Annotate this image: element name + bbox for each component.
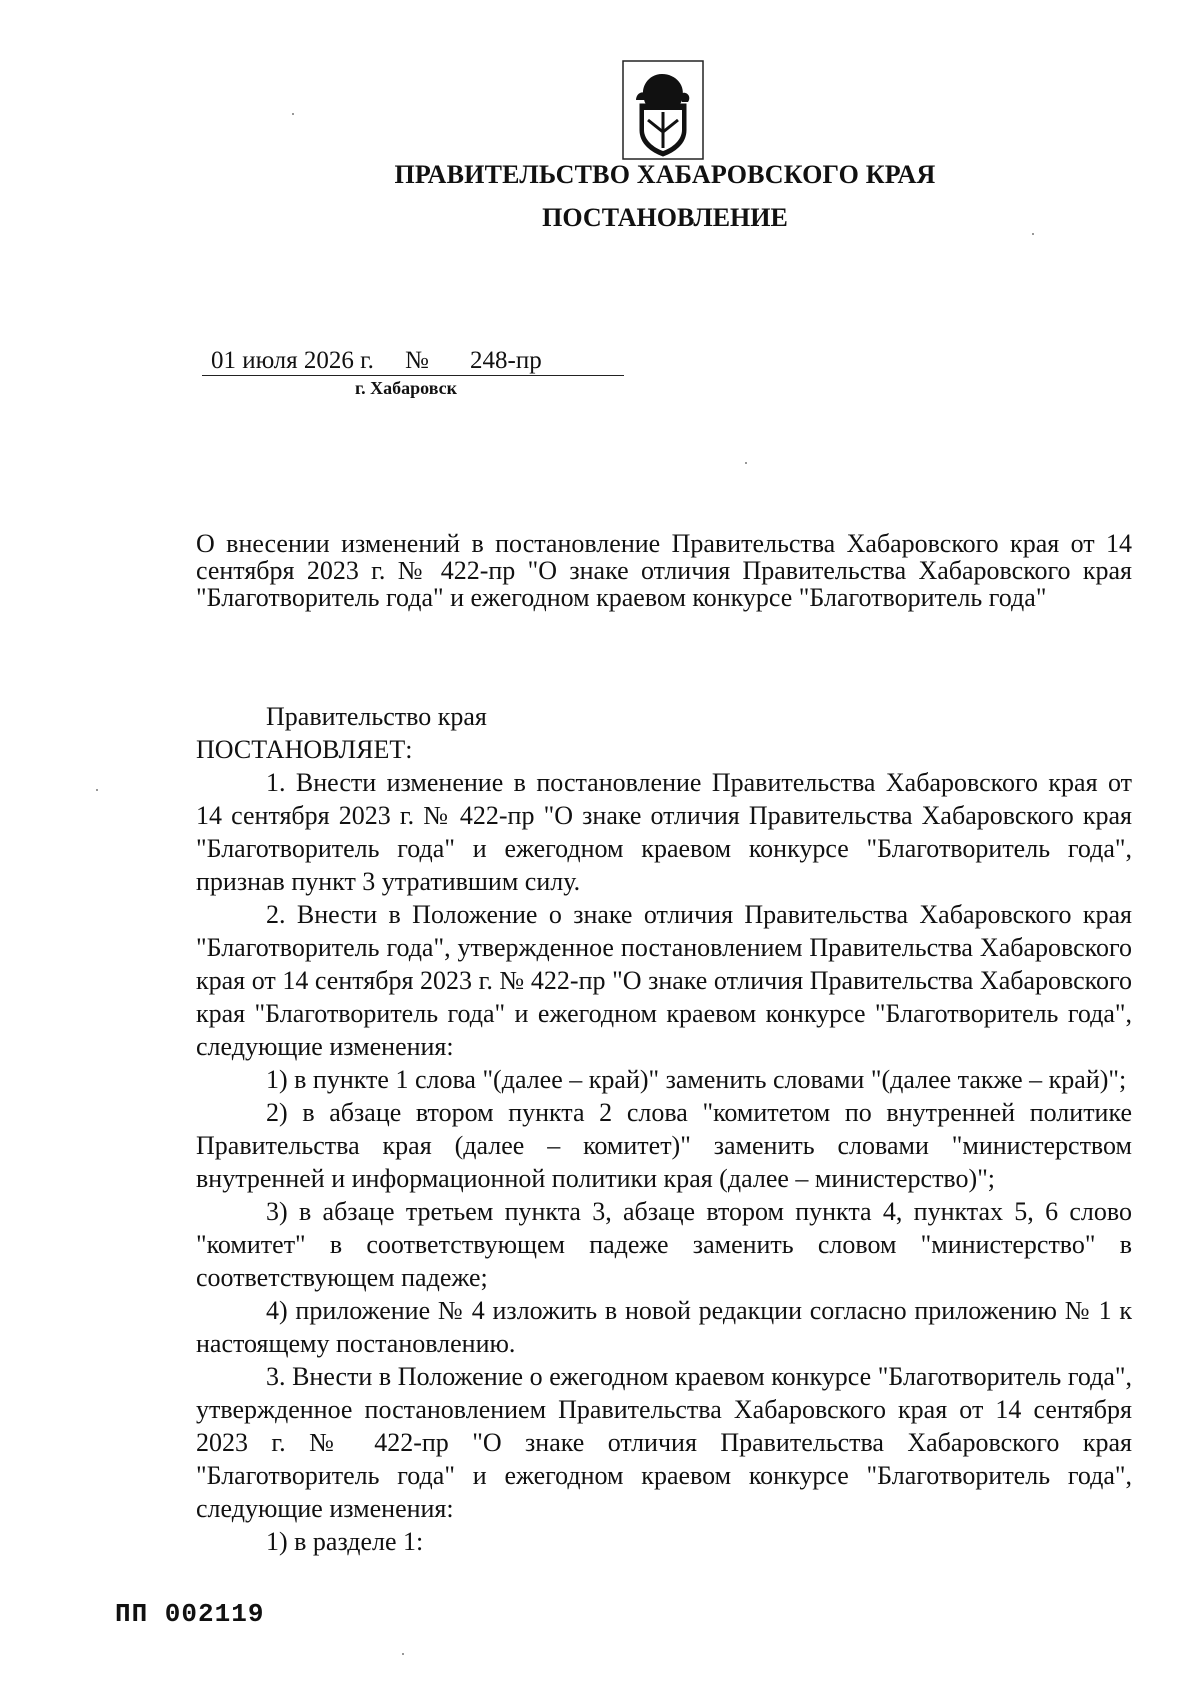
paragraph-3-item-1: 1) в разделе 1:	[266, 1527, 424, 1556]
document-type: ПОСТАНОВЛЕНИЕ	[542, 203, 788, 232]
number-sign: №	[405, 347, 429, 374]
paragraph-2-item-3: 3) в абзаце третьем пункта 3, абзаце втором пункта 4, пунктах 5, 6 слово "комитет" в соответствующем падеже заменить словом "министерство" в соответствующем падеже;	[196, 1197, 1132, 1292]
intro-line: Правительство края	[266, 702, 487, 731]
paragraph-1: 1. Внести изменение в постановление Правительства Хабаровского края от 14 сентября 2023 г. № 422-пр "О знаке отличия Правительства Хабаровского края "Благотворитель года" и ежегодном краевом конкурсе "Благотворитель года", признав пункт 3 утратившим силу.	[196, 768, 1132, 896]
scan-speck	[745, 462, 747, 464]
paragraph-3: 3. Внести в Положение о ежегодном краевом конкурсе "Благотворитель года", утвержденное постановлением Правительства Хабаровского края от 14 сентября 2023 г. № 422-пр "О знаке отличия Правительства Хабаровского края "Благотворитель года" и ежегодном краевом конкурсе "Благотворитель года", следующие изменения:	[196, 1362, 1132, 1523]
date-number-line	[202, 347, 624, 376]
paragraph-2-item-1: 1) в пункте 1 слова "(далее – край)" заменить словами "(далее также – край)";	[266, 1065, 1127, 1094]
document-date: 01 июля 2026 г.	[211, 347, 374, 374]
paragraph-2: 2. Внести в Положение о знаке отличия Правительства Хабаровского края "Благотворитель года", утвержденное постановлением Правительства Хабаровского края от 14 сентября 2023 г. № 422-пр "О знаке отличия Правительства Хабаровского края "Благотворитель года" и ежегодном краевом конкурсе "Благотворитель года", следующие изменения:	[196, 900, 1132, 1061]
organization-title: ПРАВИТЕЛЬСТВО ХАБАРОВСКОГО КРАЯ	[394, 160, 936, 189]
city: г. Хабаровск	[355, 378, 458, 398]
paragraph-2-item-4: 4) приложение № 4 изложить в новой редакции согласно приложению № 1 к настоящему постановлению.	[196, 1296, 1132, 1358]
document-body	[196, 700, 1132, 1558]
document-number: 248-пр	[470, 347, 542, 374]
scan-speck	[96, 789, 98, 791]
document-subject: О внесении изменений в постановление Правительства Хабаровского края от 14 сентября 2023 г. № 422-пр "О знаке отличия Правительства Хабаровского края "Благотворитель года" и ежегодном краевом конкурсе "Благотворитель года"	[196, 529, 1132, 612]
paragraph-2-item-2: 2) в абзаце втором пункта 2 слова "комитетом по внутренней политике Правительства края (далее – комитет)" заменить словами "министерством внутренней и информационной политики края (далее – министерство)";	[196, 1098, 1132, 1193]
coat-of-arms-emblem	[622, 60, 704, 160]
resolves-line: ПОСТАНОВЛЯЕТ:	[196, 735, 413, 764]
scan-speck	[292, 113, 294, 115]
scan-speck	[402, 1653, 404, 1655]
form-code: ПП 002119	[115, 1599, 265, 1629]
scan-speck	[1032, 233, 1034, 235]
